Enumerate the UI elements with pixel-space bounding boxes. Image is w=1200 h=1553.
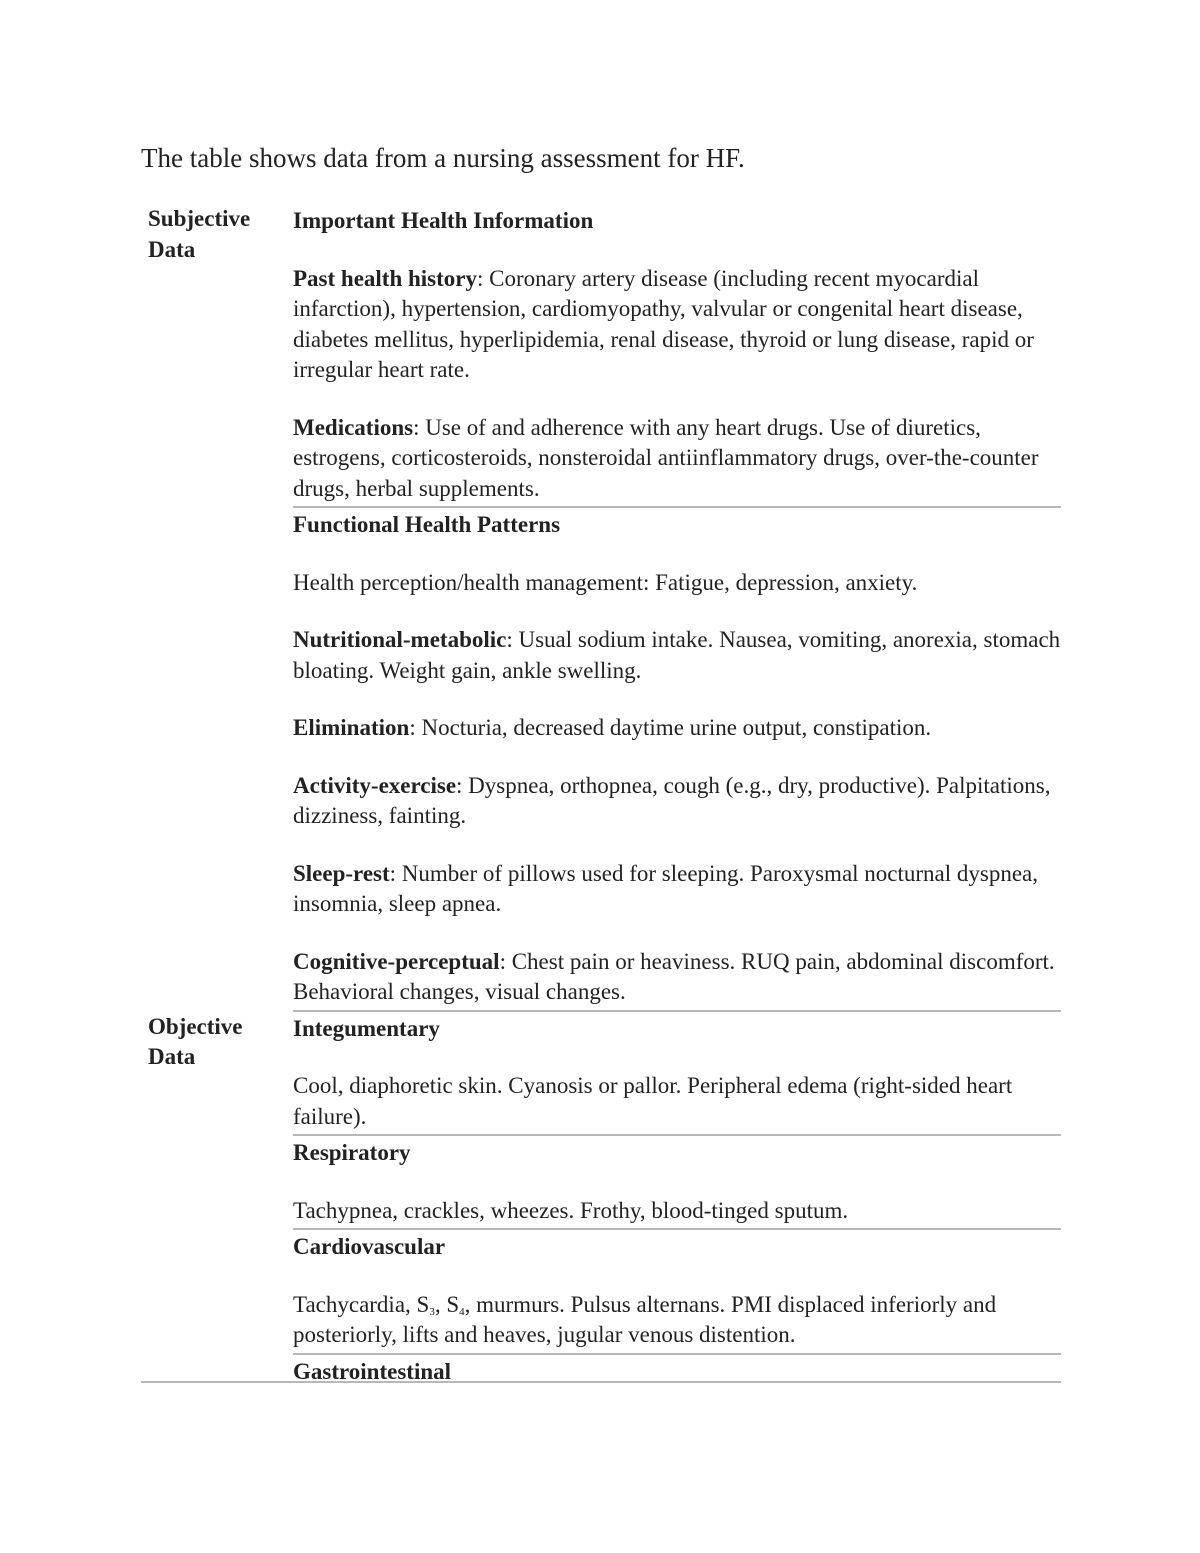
health-info-heading: Important Health Information: [293, 208, 594, 233]
activity-paragraph: [293, 771, 1061, 832]
past-history-text: : Coronary artery disease (including recent myocardial infarction), hypertension, cardiomyopathy, valvular or congenital heart disease, diabetes mellitus, hyperlipidemia, renal disease, thyroid or lung disease, rapid or irregular heart rate.: [293, 265, 1034, 382]
respiratory-heading: Respiratory: [293, 1140, 411, 1165]
medications-paragraph: [293, 413, 1061, 505]
elimination-paragraph: [293, 713, 1061, 744]
sleep-text: : Number of pillows used for sleeping. Paroxysmal nocturnal dyspnea, insomnia, sleep apnea.: [293, 860, 1039, 916]
objective-content: [293, 1012, 1061, 1390]
intro-sentence: The table shows data from a nursing assessment for HF.: [141, 143, 745, 173]
s3-subscript: 3: [429, 1305, 435, 1318]
elimination-label: Elimination: [293, 715, 410, 740]
cognitive-text: : Chest pain or heaviness. RUQ pain, abdominal discomfort. Behavioral changes, visual changes.: [293, 948, 1055, 1004]
sleep-label: Sleep-rest: [293, 860, 390, 886]
cardiovascular-heading: Cardiovascular: [293, 1234, 446, 1259]
subjective-label: Subjective Data: [148, 206, 251, 262]
activity-label: Activity-exercise: [293, 772, 457, 798]
gastrointestinal-section: [293, 1355, 1061, 1390]
subjective-row: [141, 204, 1061, 1012]
s4-subscript: 4: [459, 1305, 465, 1318]
integumentary-section: [293, 1012, 1061, 1137]
health-info-section: [293, 204, 1061, 508]
functional-heading: Functional Health Patterns: [293, 512, 561, 537]
activity-text: : Dyspnea, orthopnea, cough (e.g., dry, productive). Palpitations, dizziness, fainting.: [293, 772, 1051, 828]
cognitive-label: Cognitive-perceptual: [293, 948, 500, 974]
table-bottom-border: [141, 1381, 1061, 1383]
functional-section: [293, 508, 1061, 1012]
health-perception-paragraph: Health perception/health management: Fatigue, depression, anxiety.: [293, 569, 918, 595]
objective-row: [141, 1012, 1061, 1390]
objective-label: Objective Data: [148, 1013, 243, 1069]
respiratory-section: [293, 1136, 1061, 1230]
nutritional-label: Nutritional-metabolic: [293, 627, 507, 652]
cognitive-paragraph: [293, 947, 1061, 1008]
cardiovascular-text-mid: , S: [434, 1291, 460, 1317]
medications-label: Medications: [293, 414, 414, 440]
elimination-text: : Nocturia, decreased daytime urine output, constipation.: [409, 715, 932, 740]
past-history-paragraph: [293, 264, 1061, 386]
sleep-paragraph: [293, 859, 1061, 920]
nutritional-paragraph: [293, 625, 1061, 686]
cardiovascular-section: [293, 1230, 1061, 1355]
cardiovascular-text-end: , murmurs. Pulsus alternans. PMI displaced inferiorly and posteriorly, lifts and heaves, jugular venous distention.: [293, 1291, 997, 1347]
past-history-label: Past health history: [293, 265, 477, 291]
nutritional-text: : Usual sodium intake. Nausea, vomiting, anorexia, stomach bloating. Weight gain, ankle swelling.: [293, 627, 1061, 683]
integumentary-heading: Integumentary: [293, 1015, 440, 1041]
medications-text: : Use of and adherence with any heart drugs. Use of diuretics, estrogens, corticosteroids, nonsteroidal antiinflammatory drugs, over-the-counter drugs, herbal supplements.: [293, 414, 1039, 501]
assessment-table: [141, 204, 1061, 1389]
gastrointestinal-heading: Gastrointestinal: [293, 1358, 452, 1384]
respiratory-text: Tachypnea, crackles, wheezes. Frothy, blood-tinged sputum.: [293, 1197, 849, 1223]
integumentary-text: Cool, diaphoretic skin. Cyanosis or pallor. Peripheral edema (right-sided heart failure).: [293, 1073, 1013, 1129]
cardiovascular-paragraph: [293, 1290, 1061, 1351]
cardiovascular-text-start: Tachycardia, S: [293, 1291, 430, 1317]
subjective-content: [293, 204, 1061, 1012]
